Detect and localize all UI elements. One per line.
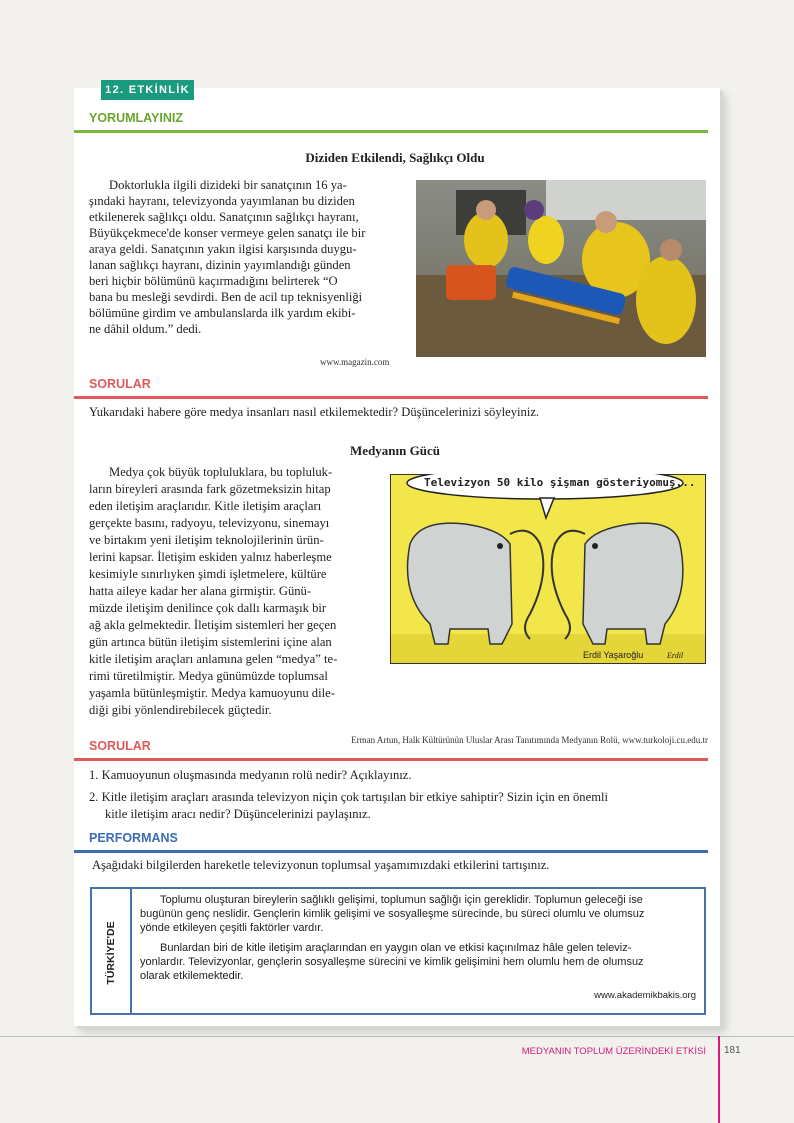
section-yorumlayiniz: YORUMLAYINIZ (89, 111, 183, 125)
text-line: ların bireyleri arasında fark gözetmeksizin hitap (89, 482, 331, 496)
box-line: Bunlardan biri de kitle iletişim araçlarından en yaygın olan ve etkisi kaçınılmaz hâle gelen televiz- (160, 942, 632, 954)
text-line: Büyükçekmece'de konser vermeye gelen sanatçı ile bir (89, 226, 366, 240)
text-line: lerini kapsar. İletişim eskiden yalnız haberleşme (89, 550, 332, 564)
page-number: 181 (724, 1045, 741, 1056)
box-line: Toplumu oluşturan bireylerin sağlıklı gelişimi, toplumun sağlığı için gereklidir. Toplumun geleceği ise (160, 894, 643, 906)
text-line: lanan sağlıkçı hayranı, dizinin yayımlandığı günden (89, 258, 351, 272)
question-1: 1. Kamuoyunun oluşmasında medyanın rolü nedir? Açıklayınız. (89, 768, 412, 782)
section-divider (74, 850, 708, 853)
text-line: gerçekte basını, radyoyu, televizyonu, sinemayı (89, 516, 330, 530)
text-line: rimi türetilmiştir. Medya günümüzde toplumsal (89, 669, 328, 683)
box-source: www.akademikbakis.org (594, 990, 696, 1001)
info-box-side (92, 889, 132, 1013)
section-divider (74, 396, 708, 399)
text-line: ve birtakım yeni iletişim teknolojilerinin ürün- (89, 533, 324, 547)
text-line: Doktorlukla ilgili dizideki bir sanatçının 16 ya- (109, 178, 347, 192)
text-line: Medya çok büyük topluluklara, bu topluluk- (109, 465, 333, 479)
box-line: yönde etkileyen çeşitli faktörler vardır. (140, 922, 324, 934)
footer-divider (0, 1036, 794, 1037)
question-2: 2. Kitle iletişim araçları arasında televizyon niçin çok tartışılan bir etkiye sahiptir? Sizin için en önemli (89, 790, 608, 804)
cartoon-speech: Televizyon 50 kilo şişman gösteriyomuş... (424, 476, 696, 489)
text-line: gün artınca bütün iletişim sistemlerini içine alan (89, 635, 332, 649)
cartoon-signature: Erdil (667, 651, 684, 660)
question-text: Yukarıdaki habere göre medya insanları nasıl etkilemektedir? Düşüncelerinizi söyleyiniz. (89, 405, 540, 419)
article-source: Erman Artun, Halk Kültürünün Uluslar Arası Tanıtımında Medyanın Rolü, www.turkoloji.cu.edu.tr (351, 735, 708, 745)
question-2-continued: kitle iletişim aracı nedir? Düşüncelerinizi paylaşınız. (105, 807, 371, 821)
text-line: bölümüne girdim ve ambulanslarda ilk yardım ekibi- (89, 306, 356, 320)
elephant-cartoon (390, 474, 706, 664)
paramedics-photo (416, 180, 706, 357)
text-line: hatta aileye kadar her alana girmiştir. Günü- (89, 584, 312, 598)
chapter-title: MEDYANIN TOPLUM ÜZERİNDEKİ ETKİSİ (521, 1046, 706, 1057)
cartoon-credit: Erdil Yaşaroğlu (583, 650, 644, 660)
section-performans: PERFORMANS (89, 831, 178, 845)
text-line: diği gibi yönlendirebilecek güçtedir. (89, 703, 272, 717)
box-line: olarak etkilemektedir. (140, 970, 244, 982)
text-line: araya geldi. Sanatçının yakın ilgisi karşısında duygu- (89, 242, 357, 256)
text-line: ne dâhil oldum.” dedi. (89, 322, 202, 336)
footer-marker (718, 1036, 720, 1123)
text-line: müzde iletişim denilince çok dallı karmaşık bir (89, 601, 327, 615)
box-line: bugünün genç neslidir. Gençlerin kimlik gelişimi ve sosyalleşme sürecinde, bu süreci olumlu ve olumsuz (140, 908, 645, 920)
text-line: eden iletişim araçlarıdır. Kitle iletişim araçları (89, 499, 322, 513)
article-title: Medyanın Gücü (350, 443, 440, 458)
article-source: www.magazin.com (320, 357, 390, 367)
activity-badge: 12. ETKİNLİK (101, 80, 194, 100)
info-box-label: TÜRKİYE'DE (105, 921, 117, 985)
text-line: etkilenerek sağlıkçı oldu. Sanatçının sağlıkçı hayranı, (89, 210, 359, 224)
text-line: kesimiyle sınırlıyken şimdi işletmelere, kültüre (89, 567, 327, 581)
text-line: ağ akla gelmektedir. İletişim sistemleri her geçen (89, 618, 337, 632)
performance-intro: Aşağıdaki bilgilerden hareketle televizyonun toplumsal yaşamımızdaki etkilerini tartışınız. (92, 858, 550, 872)
box-line: yonlardır. Televizyonlar, gençlerin sosyalleşme sürecini ve kimlik gelişimini hem olumlu hem de olumsuz (140, 956, 644, 968)
text-line: bana bu mesleği sevdirdi. Ben de acil tıp teknisyenliği (89, 290, 363, 304)
info-box (90, 887, 706, 1015)
article-title: Diziden Etkilendi, Sağlıkçı Oldu (305, 150, 485, 165)
section-sorular: SORULAR (89, 739, 151, 753)
section-sorular: SORULAR (89, 377, 151, 391)
text-line: kitle iletişim araçları anlamına gelen “medya” te- (89, 652, 338, 666)
section-divider (74, 130, 708, 133)
text-line: yaşamla bütünleşmiştir. Medya kamuoyunu dile- (89, 686, 335, 700)
text-line: şındaki hayranı, televizyonda yayımlanan bu diziden (89, 194, 355, 208)
section-divider (74, 758, 708, 761)
text-line: beri hiçbir bölümünü kaçırmadığını belirterek “O (89, 274, 338, 288)
